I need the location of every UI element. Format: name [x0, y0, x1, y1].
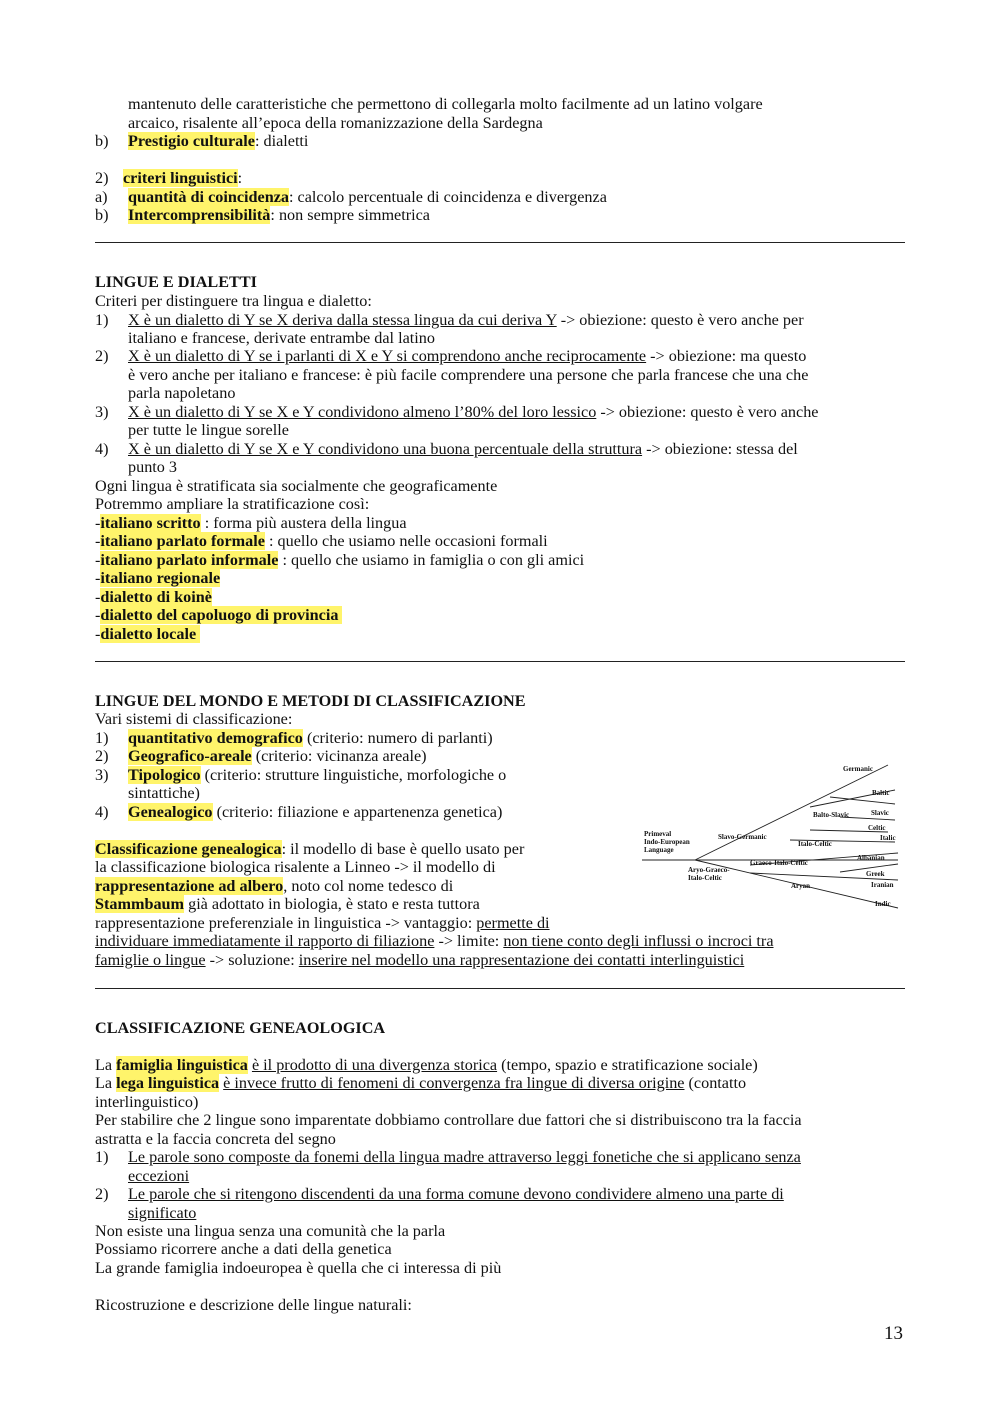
tree-label-aryan: Aryan [791, 882, 811, 890]
paragraph: individuare immediatamente il rapporto di filiazione -> limite: non tiene conto degli influssi o incroci tra [95, 932, 774, 950]
tree-label-germanic: Germanic [843, 765, 873, 773]
paragraph: La lega linguistica è invece frutto di fenomeni di convergenza fra lingue di diversa origine (contatto [95, 1074, 747, 1092]
paragraph: Possiamo ricorrere anche a dati della genetica [95, 1240, 392, 1258]
stratification-level: -dialetto locale [95, 625, 201, 643]
paragraph: Criteri per distinguere tra lingua e dialetto: [95, 292, 372, 310]
section-divider [95, 988, 905, 989]
list-item-continued: italiano e francese, derivate entrambe dal latino [128, 329, 435, 347]
stratification-level: -dialetto di koinè [95, 588, 212, 606]
tree-label-indic: Indic [875, 900, 891, 908]
tree-label-celtic: Celtic [868, 824, 886, 832]
list-item-continued: parla napoletano [128, 384, 236, 402]
paragraph: Ogni lingua è stratificata sia socialmente che geograficamente [95, 477, 498, 495]
paragraph: Per stabilire che 2 lingue sono imparentate dobbiamo controllare due fattori che si distribuiscono tra la faccia [95, 1111, 802, 1129]
section-heading: LINGUE DEL MONDO E METODI DI CLASSIFICAZIONE [95, 692, 526, 710]
tree-label-slavo-germanic: Slavo-Germanic [718, 833, 767, 841]
list-item: quantità di coincidenza: calcolo percentuale di coincidenza e divergenza [128, 188, 607, 206]
section-divider [95, 242, 905, 243]
stratification-level: -italiano scritto : forma più austera della lingua [95, 514, 407, 532]
highlight: Prestigio culturale [128, 132, 255, 150]
paragraph: la classificazione biologica risalente a Linneo -> il modello di [95, 858, 496, 876]
list-item: quantitativo demografico (criterio: numero di parlanti) [128, 729, 493, 747]
tree-label-greek: Greek [866, 870, 885, 878]
list-marker: 1) [95, 1148, 109, 1166]
list-marker: 4) [95, 440, 109, 458]
paragraph: La famiglia linguistica è il prodotto di una divergenza storica (tempo, spazio e stratificazione sociale) [95, 1056, 758, 1074]
list-marker: 2) [95, 347, 109, 365]
tree-label-balto-slavic: Balto-Slavic [813, 811, 850, 819]
paragraph: famiglie o lingue -> soluzione: inserire nel modello una rappresentazione dei contatti interlinguistici [95, 951, 745, 969]
paragraph: Non esiste una lingua senza una comunità che la parla [95, 1222, 446, 1240]
paragraph: Stammbaum già adottato in biologia, è stato e resta tuttora [95, 895, 480, 913]
paragraph: rappresentazione ad albero, noto col nome tedesco di [95, 877, 454, 895]
tree-label-root: Language [644, 846, 674, 854]
list-item: X è un dialetto di Y se i parlanti di X e Y si comprendono anche reciprocamente -> obiezione: ma questo [128, 347, 807, 365]
tree-label-baltic: Baltic [872, 789, 890, 797]
section-heading: LINGUE E DIALETTI [95, 273, 257, 291]
list-item: X è un dialetto di Y se X e Y condividono una buona percentuale della struttura -> obiezione: stessa del [128, 440, 798, 458]
list-marker: 2) [95, 747, 109, 765]
list-marker: 4) [95, 803, 109, 821]
list-marker: 2) [95, 1185, 109, 1203]
language-family-tree [640, 760, 905, 912]
paragraph: Vari sistemi di classificazione: [95, 710, 293, 728]
paragraph: rappresentazione preferenziale in linguistica -> vantaggio: permette di [95, 914, 550, 932]
list-item: criteri linguistici: [123, 169, 243, 187]
section-heading: CLASSIFICAZIONE GENEAOLOGICA [95, 1019, 386, 1037]
tree-label-italo-celtic: Italo-Celtic [798, 840, 832, 848]
highlight: Intercomprensibilità [128, 206, 271, 224]
list-item: Le parole sono composte da fonemi della lingua madre attraverso leggi fonetiche che si applicano senza [128, 1148, 801, 1166]
tree-label-root: Primeval [644, 830, 672, 838]
stratification-level: -italiano parlato informale : quello che usiamo in famiglia o con gli amici [95, 551, 585, 569]
list-marker: 1) [95, 729, 109, 747]
tree-label-graeco: Graeco-Italo-Celtic [750, 859, 808, 867]
continued-text: arcaico, risalente all’epoca della romanizzazione della Sardegna [128, 114, 543, 132]
section-divider [95, 661, 905, 662]
paragraph: Ricostruzione e descrizione delle lingue naturali: [95, 1296, 412, 1314]
list-item: Prestigio culturale: dialetti [128, 132, 309, 150]
list-item: Geografico-areale (criterio: vicinanza areale) [128, 747, 427, 765]
list-item: X è un dialetto di Y se X e Y condividono almeno l’80% del loro lessico -> obiezione: questo è vero anche [128, 403, 819, 421]
page-number: 13 [884, 1323, 903, 1344]
highlight: quantità di coincidenza [128, 188, 289, 206]
paragraph: interlinguistico) [95, 1093, 199, 1111]
highlight: criteri linguistici [123, 169, 238, 187]
continued-text: mantenuto delle caratteristiche che permettono di collegarla molto facilmente ad un latino volgare [128, 95, 763, 113]
list-marker: a) [95, 188, 108, 206]
list-marker: b) [95, 132, 109, 150]
list-item: Tipologico (criterio: strutture linguistiche, morfologiche o [128, 766, 507, 784]
list-item-continued: significato [128, 1204, 197, 1222]
list-marker: 2) [95, 169, 109, 187]
list-item-continued: per tutte le lingue sorelle [128, 421, 289, 439]
list-marker: 3) [95, 403, 109, 421]
list-item: X è un dialetto di Y se X deriva dalla stessa lingua da cui deriva Y -> obiezione: questo è vero anche per [128, 311, 804, 329]
tree-label-albanian: Albanian [857, 854, 885, 862]
list-item-continued: è vero anche per italiano e francese: è più facile comprendere una persone che parla francese che una che [128, 366, 809, 384]
paragraph: astratta e la faccia concreta del segno [95, 1130, 336, 1148]
paragraph: Classificazione genealogica: il modello di base è quello usato per [95, 840, 525, 858]
list-item-continued: eccezioni [128, 1167, 190, 1185]
stratification-level: -italiano regionale [95, 569, 221, 587]
tree-label-root: Indo-European [644, 838, 690, 846]
list-item: Intercomprensibilità: non sempre simmetrica [128, 206, 430, 224]
list-marker: 3) [95, 766, 109, 784]
tree-label-aryo: Aryo-Graeco- [688, 866, 730, 874]
list-item: Genealogico (criterio: filiazione e appartenenza genetica) [128, 803, 503, 821]
tree-label-iranian: Iranian [871, 881, 894, 889]
paragraph: La grande famiglia indoeuropea è quella che ci interessa di più [95, 1259, 502, 1277]
list-marker: b) [95, 206, 109, 224]
tree-label-slavic: Slavic [871, 809, 889, 817]
list-item: Le parole che si ritengono discendenti da una forma comune devono condividere almeno una parte di [128, 1185, 784, 1203]
paragraph: Potremmo ampliare la stratificazione così: [95, 495, 370, 513]
stratification-level: -dialetto del capoluogo di provincia [95, 606, 343, 624]
tree-label-italic: Italic [880, 834, 896, 842]
list-marker: 1) [95, 311, 109, 329]
list-item-continued: punto 3 [128, 458, 178, 476]
tree-label-aryo: Italo-Celtic [688, 874, 722, 882]
list-item-continued: sintattiche) [128, 784, 200, 802]
stratification-level: -italiano parlato formale : quello che usiamo nelle occasioni formali [95, 532, 548, 550]
